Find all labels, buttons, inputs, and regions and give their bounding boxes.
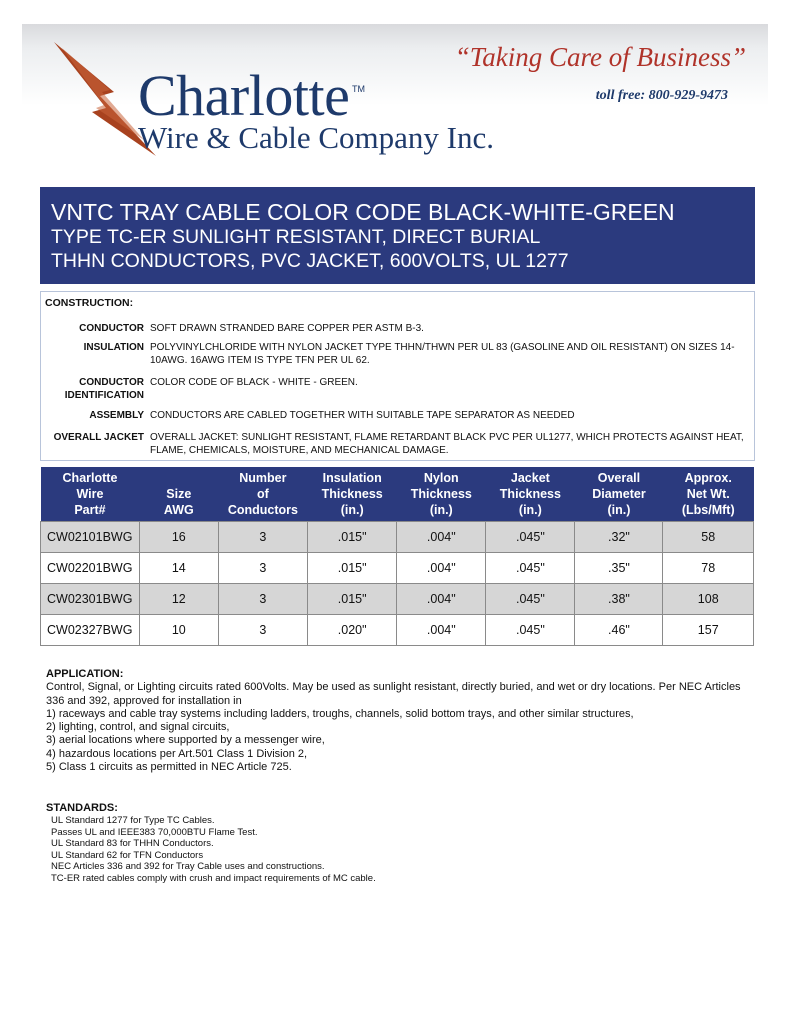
part-number-cell: CW02327BWG — [41, 615, 140, 646]
column-header-line: Charlotte — [62, 471, 118, 485]
product-title: VNTC TRAY CABLE COLOR CODE BLACK-WHITE-GREEN — [51, 199, 675, 225]
table-cell: .045" — [486, 553, 575, 584]
column-header-line: of — [256, 487, 269, 501]
table-cell: 10 — [139, 615, 218, 646]
specifications-table — [40, 467, 754, 646]
list-item: UL Standard 83 for THHN Conductors. — [51, 838, 214, 850]
column-header-line: (in.) — [607, 503, 631, 517]
table-cell: .004" — [397, 522, 486, 553]
construction-value: POLYVINYLCHLORIDE WITH NYLON JACKET TYPE THHN/THWN PER UL 83 (GASOLINE AND OIL RESISTANT) ON SIZES 14-10AWG. 16AWG ITEM IS TYPE TFN PER UL 62. — [150, 342, 735, 366]
construction-section — [40, 291, 755, 461]
application-heading: APPLICATION: — [46, 668, 124, 680]
part-number-cell: CW02201BWG — [41, 553, 140, 584]
standards-section — [46, 802, 746, 885]
list-item: Passes UL and IEEE383 70,000BTU Flame Test. — [51, 826, 258, 838]
table-cell: 108 — [663, 584, 754, 615]
table-cell: .004" — [397, 615, 486, 646]
table-cell: 78 — [663, 553, 754, 584]
column-header-line: Overall — [597, 471, 641, 485]
table-cell: .35" — [575, 553, 663, 584]
column-header-line: (in.) — [518, 503, 542, 517]
table-cell: 3 — [218, 522, 308, 553]
letterhead — [22, 24, 768, 160]
table-cell: .045" — [486, 615, 575, 646]
construction-value: CONDUCTORS ARE CABLED TOGETHER WITH SUITABLE TAPE SEPARATOR AS NEEDED — [150, 410, 575, 421]
column-header-line: AWG — [163, 503, 194, 517]
column-header-line: Approx. — [684, 471, 732, 485]
column-header-line: Number — [239, 471, 287, 485]
product-subtitle-1: TYPE TC-ER SUNLIGHT RESISTANT, DIRECT BURIAL — [51, 226, 541, 248]
part-number-cell: CW02301BWG — [41, 584, 140, 615]
product-subtitle-2: THHN CONDUCTORS, PVC JACKET, 600VOLTS, UL 1277 — [51, 250, 569, 272]
table-cell: .045" — [486, 522, 575, 553]
column-header-line: Size — [166, 487, 192, 501]
table-cell: 12 — [139, 584, 218, 615]
table-cell: 58 — [663, 522, 754, 553]
column-header-line: Thickness — [410, 487, 472, 501]
construction-label: CONDUCTOR — [79, 323, 144, 334]
table-cell: .32" — [575, 522, 663, 553]
table-cell: 3 — [218, 615, 308, 646]
construction-label: INSULATION — [83, 342, 144, 353]
list-item: UL Standard 1277 for Type TC Cables. — [51, 815, 215, 826]
table-cell: .46" — [575, 615, 663, 646]
table-row — [41, 553, 754, 584]
application-section — [46, 668, 756, 774]
table-cell: .015" — [308, 522, 397, 553]
construction-value: SOFT DRAWN STRANDED BARE COPPER PER ASTM B-3. — [150, 323, 424, 334]
table-row — [41, 584, 754, 615]
column-header — [218, 467, 308, 522]
list-item: UL Standard 62 for TFN Conductors — [51, 849, 204, 861]
list-item: 1) raceways and cable tray systems including ladders, troughs, channels, solid bottom trays, and other similar structures, — [46, 707, 634, 720]
list-item: 3) aerial locations where supported by a messenger wire, — [46, 734, 325, 747]
table-header-row — [41, 467, 754, 522]
column-header — [486, 467, 575, 522]
company-name: Charlotte — [138, 63, 350, 128]
list-item: 2) lighting, control, and signal circuits, — [46, 721, 230, 734]
trademark-mark: TM — [352, 84, 365, 94]
column-header-line: (Lbs/Mft) — [681, 503, 735, 517]
list-item: TC-ER rated cables comply with crush and impact requirements of MC cable. — [51, 872, 376, 884]
construction-label: CONDUCTOR IDENTIFICATION — [64, 377, 144, 401]
column-header-line: Nylon — [423, 471, 459, 485]
table-cell: .015" — [308, 584, 397, 615]
column-header-line: Net Wt. — [686, 487, 730, 501]
construction-heading: CONSTRUCTION: — [45, 297, 134, 309]
column-header-line: Thickness — [499, 487, 561, 501]
construction-value: COLOR CODE OF BLACK - WHITE - GREEN. — [150, 377, 358, 388]
list-item: 5) Class 1 circuits as permitted in NEC Article 725. — [46, 761, 292, 774]
column-header-line: Insulation — [322, 471, 382, 485]
table-row — [41, 522, 754, 553]
column-header — [663, 467, 754, 522]
column-header-line: Diameter — [592, 487, 646, 501]
column-header — [41, 467, 140, 522]
column-header-line: Conductors — [227, 503, 298, 517]
column-header-line: Thickness — [321, 487, 383, 501]
table-cell: .38" — [575, 584, 663, 615]
column-header-line: Jacket — [510, 471, 550, 485]
company-subtitle: Wire & Cable Company Inc. — [138, 120, 495, 155]
column-header-line: Part# — [74, 503, 106, 517]
column-header-line: (in.) — [429, 503, 453, 517]
table-cell: .020" — [308, 615, 397, 646]
table-cell: 157 — [663, 615, 754, 646]
column-header — [308, 467, 397, 522]
table-cell: 3 — [218, 584, 308, 615]
table-cell: .015" — [308, 553, 397, 584]
column-header — [575, 467, 663, 522]
application-intro: Control, Signal, or Lighting circuits rated 600Volts. May be used as sunlight resistant, directly buried, and wet or dry locations. Per NEC Articles 336 and 392, approved for installation in — [46, 681, 741, 707]
column-header — [397, 467, 486, 522]
column-header-line: Wire — [76, 487, 104, 501]
product-title-banner — [40, 187, 755, 284]
list-item: 4) hazardous locations per Art.501 Class 1 Division 2, — [46, 747, 308, 760]
toll-free-number: toll free: 800-929-9473 — [595, 88, 728, 103]
table-cell: 14 — [139, 553, 218, 584]
table-cell: .004" — [397, 584, 486, 615]
part-number-cell: CW02101BWG — [41, 522, 140, 553]
table-cell: .004" — [397, 553, 486, 584]
table-cell: 3 — [218, 553, 308, 584]
table-cell: .045" — [486, 584, 575, 615]
column-header-line: (in.) — [340, 503, 364, 517]
construction-label: OVERALL JACKET — [53, 432, 144, 443]
table-row — [41, 615, 754, 646]
construction-value: OVERALL JACKET: SUNLIGHT RESISTANT, FLAME RETARDANT BLACK PVC PER UL1277, WHICH PROTECTS AGAINST HEAT, FLAME, CHEMICALS, MOISTURE, AND MECHANICAL DAMAGE. — [150, 432, 744, 456]
list-item: NEC Articles 336 and 392 for Tray Cable uses and constructions. — [51, 861, 325, 873]
construction-label: ASSEMBLY — [89, 410, 144, 421]
table-cell: 16 — [139, 522, 218, 553]
column-header — [139, 467, 218, 522]
tagline: “Taking Care of Business” — [454, 42, 746, 72]
standards-heading: STANDARDS: — [46, 802, 118, 814]
